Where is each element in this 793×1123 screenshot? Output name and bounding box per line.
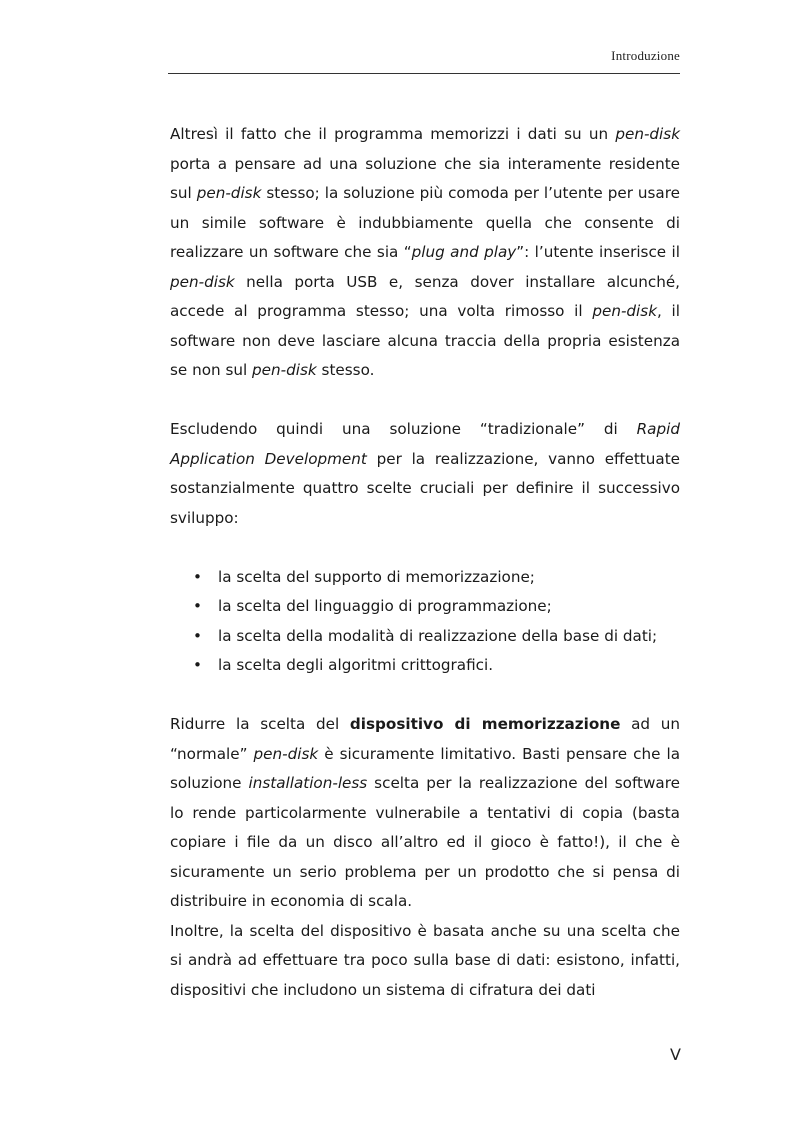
list-item-text: la scelta degli algoritmi crittografici. — [218, 656, 494, 674]
term-pen-disk: pen-disk — [615, 125, 680, 143]
page-body — [170, 120, 680, 1005]
list-item-text: la scelta del supporto di memorizzazione; — [218, 567, 535, 586]
text: stesso; la soluzione più comoda per l’utente per usare un simile software è indubbiamente quella che consente di realizzare un software che sia “ — [170, 184, 680, 261]
running-header — [168, 48, 680, 74]
header-title: Introduzione — [611, 48, 680, 63]
paragraph-dispositivo — [170, 710, 680, 917]
text: nella porta USB e, senza dover installare alcunché, accede al programma stesso; una volta rimosso il — [170, 272, 680, 320]
bullet-icon: • — [193, 626, 202, 645]
bullet-icon: • — [193, 597, 202, 615]
list-item — [170, 563, 680, 593]
text: porta a pensare ad una soluzione che sia interamente residente sul — [170, 154, 680, 202]
text: stesso. — [316, 361, 375, 379]
text: ”: l’utente inserisce il — [516, 243, 680, 261]
term-rad: Rapid Application Development — [170, 420, 680, 468]
text: Escludendo quindi una soluzione “tradizionale” di — [170, 420, 637, 438]
header-rule — [168, 73, 680, 74]
list-item — [170, 651, 680, 681]
text: Ridurre la scelta del — [170, 715, 350, 733]
term-pen-disk: pen-disk — [253, 744, 319, 763]
bullet-icon: • — [193, 567, 202, 586]
list-item — [170, 592, 680, 622]
term-pen-disk: pen-disk — [196, 184, 262, 202]
text: Altresì il fatto che il programma memorizzi i dati su un — [170, 125, 616, 143]
term-plug-and-play: plug and play — [411, 243, 517, 261]
paragraph-inoltre: Inoltre, la scelta del dispositivo è basata anche su una scelta che si andrà ad effettuare tra poco sulla base di dati: esistono, infatti, dispositivi che includono un sistema di cifratura dei dati — [170, 921, 680, 999]
list-item-text: la scelta del linguaggio di programmazione; — [218, 597, 552, 615]
list-item — [170, 622, 680, 652]
paragraph-rad — [170, 415, 680, 533]
text: scelta per la realizzazione del software lo rende particolarmente vulnerabile a tentativi di copia (basta copiare i file da un disco all’altro ed il gioco è fatto!), il che è sicuramente un serio problema per un prodotto che si pensa di distribuire in economia di scala. — [170, 774, 680, 910]
term-dispositivo: dispositivo di memorizzazione — [349, 715, 621, 733]
bullet-icon: • — [193, 656, 202, 674]
text: , il software non deve lasciare alcuna traccia della propria esistenza se non sul — [170, 302, 680, 379]
text: è sicuramente limitativo. Basti pensare che la soluzione — [170, 744, 680, 792]
term-pen-disk: pen-disk — [170, 272, 235, 291]
term-pen-disk: pen-disk — [252, 361, 317, 379]
text: per la realizzazione, vanno effettuate sostanzialmente quattro scelte cruciali per definire il successivo sviluppo: — [170, 449, 680, 527]
list-item-text: la scelta della modalità di realizzazione della base di dati; — [218, 626, 658, 645]
page-number: V — [670, 1045, 681, 1064]
choices-list — [170, 563, 680, 681]
term-pen-disk: pen-disk — [592, 302, 657, 320]
paragraph-pen-disk — [170, 120, 680, 386]
term-installation-less: installation-less — [248, 774, 368, 792]
text: ad un “normale” — [170, 715, 680, 763]
